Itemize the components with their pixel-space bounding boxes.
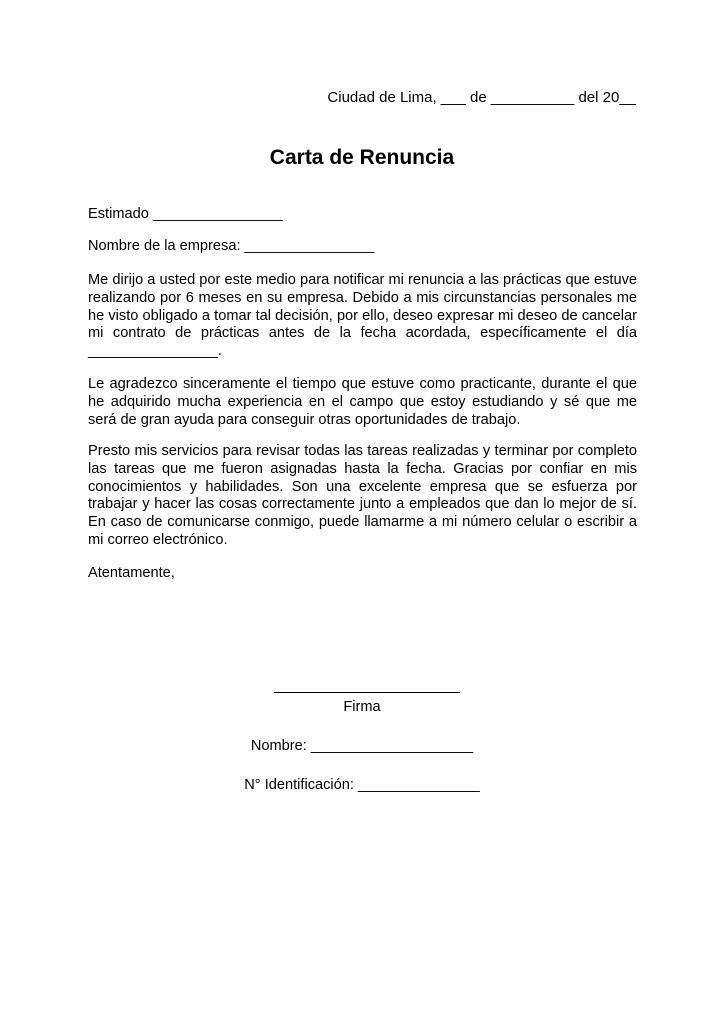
document-title: Carta de Renuncia bbox=[269, 146, 455, 169]
signature-label: Firma bbox=[343, 699, 381, 715]
signature-rule bbox=[274, 692, 460, 693]
name-field-line: Nombre: ____________________ bbox=[250, 738, 474, 754]
date-line: Ciudad de Lima, ___ de __________ del 20__ bbox=[327, 89, 636, 106]
body-paragraph-gratitude: Le agradezco sinceramente el tiempo que estuve como practicante, durante el que he adquirido mucha experiencia en el campo que estoy estudiando y sé que me será de gran ayuda para conseguir otras oportunidades de trabajo. bbox=[88, 376, 637, 428]
body-paragraph-resignation: Me dirijo a usted por este medio para notificar mi renuncia a las prácticas que estuve realizando por 6 meses en su empresa. Debido a mis circunstancias personales me he visto obligado a tomar tal decisión, por ello, deseo expresar mi deseo de cancelar mi contrato de prácticas antes de la fecha acordada, específicamente el día ________________. bbox=[88, 272, 637, 360]
company-name-line: Nombre de la empresa: ________________ bbox=[88, 238, 375, 254]
closing-line: Atentamente, bbox=[88, 565, 175, 581]
salutation-line: Estimado ________________ bbox=[88, 206, 283, 222]
identification-field-line: N° Identificación: _______________ bbox=[244, 777, 480, 793]
body-paragraph-services: Presto mis servicios para revisar todas las tareas realizadas y terminar por completo las tareas que me fueron asignadas hasta la fecha. Gracias por confiar en mis conocimientos y habilidades. Son una excelente empresa que se esfuerza por trabajar y hacer las cosas correctamente junto a empleados que dan lo mejor de sí. En caso de comunicarse conmigo, puede llamarme a mi número celular o escribir a mi correo electrónico. bbox=[88, 443, 637, 548]
